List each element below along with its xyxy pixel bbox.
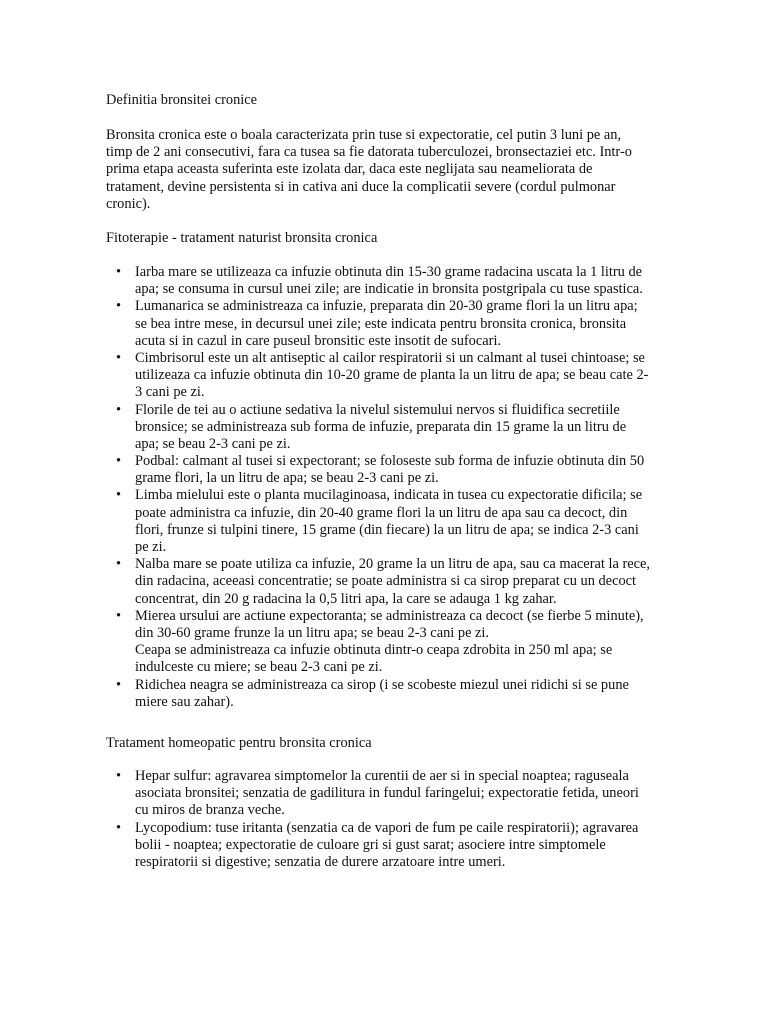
list-item — [0, 676, 629, 711]
bullet-marker: • — [116, 453, 122, 470]
list-item — [0, 264, 643, 298]
document-title: Definitia bronsitei cronice — [106, 92, 258, 108]
list-item-line: asociata bronsitei; senzatia de gadilitura in fundul faringelui; expectoratie fetida, uneori — [135, 785, 639, 802]
list-item-text — [135, 820, 639, 872]
list-item-line: poate administra ca infuzie, din 20-40 grame flori la un litru de apa sau ca decoct, din — [135, 504, 628, 521]
list-item-line: respiratorii si digestive; senzatia de durere arzatoare intre umeri. — [135, 853, 506, 870]
intro-line: Bronsita cronica este o boala caracterizata prin tuse si expectoratie, cel putin 3 luni pe an, — [106, 127, 622, 143]
list-item — [0, 487, 643, 556]
phytotherapy-list — [0, 264, 650, 711]
list-item-line: indulceste cu miere; se beau 2-3 cani pe zi. — [135, 659, 383, 676]
list-item-line: Ceapa se administreaza ca infuzie obtinuta dintr-o ceapa zdrobita in 250 ml apa; se — [135, 642, 613, 659]
intro-line: timp de 2 ani consecutivi, fara ca tusea sa fie datorata tuberculozei, bronsectaziei etc. Intr-o — [106, 144, 632, 161]
list-item-line: pe zi. — [135, 539, 167, 555]
bullet-marker: • — [116, 349, 122, 366]
list-item-text — [135, 298, 650, 350]
list-item — [0, 607, 644, 677]
list-item-text — [135, 453, 650, 487]
list-item-line: Florile de tei au o actiune sedativa la nivelul sistemului nervos si fluidifica secretiile — [135, 401, 620, 418]
list-item — [0, 768, 639, 820]
list-item — [0, 819, 639, 872]
list-item-line: flori, frunze si tulpini tinere, 15 grame (din fiecare) la un litru de apa; se indica 2-3 cani — [135, 521, 639, 538]
list-item-text — [135, 556, 650, 608]
list-item — [0, 401, 627, 454]
list-item-line: apa; se beau 2-3 cani pe zi. — [135, 435, 291, 452]
list-item-text — [135, 768, 639, 820]
list-item-line: Nalba mare se poate utiliza ca infuzie, 20 grame la un litru de apa, sau ca macerat la rece, — [135, 556, 650, 573]
bullet-marker: • — [116, 298, 122, 315]
list-item-text — [135, 350, 650, 402]
list-item-line: Mierea ursului are actiune expectoranta; se administreaza ca decoct (se fierbe 5 minute), — [135, 607, 644, 624]
list-item — [0, 556, 650, 608]
list-item-text — [135, 608, 650, 677]
list-item-text — [135, 487, 650, 556]
list-item-text — [135, 402, 650, 454]
list-item-line: grame flori, la un litru de apa; se beau 2-3 cani pe zi. — [135, 470, 439, 487]
bullet-marker: • — [116, 676, 122, 693]
homeopathic-list — [0, 768, 639, 871]
list-item-line: Lycopodium: tuse iritanta (senzatia ca de vapori de fum pe caile respiratorii); agravarea — [135, 819, 639, 836]
list-item-line: acuta si in cazul in care puseul bronsitic este insotit de sufocari. — [135, 332, 502, 349]
list-item — [0, 349, 649, 402]
list-item-line: miere sau zahar). — [135, 693, 234, 710]
list-item — [0, 453, 645, 487]
bullet-marker: • — [116, 768, 122, 784]
list-item-line: Ridichea neagra se administreaza ca sirop (i se scobeste miezul unei ridichi si se pune — [135, 676, 629, 693]
bullet-marker: • — [116, 556, 122, 573]
bullet-marker: • — [116, 607, 122, 624]
list-item-line: Hepar sulfur: agravarea simptomelor la curentii de aer si in special noaptea; raguseala — [135, 768, 629, 784]
list-item — [0, 298, 638, 350]
bullet-marker: • — [116, 819, 122, 836]
bullet-marker: • — [116, 264, 122, 280]
bullet-marker: • — [116, 487, 122, 504]
list-item-text — [135, 677, 650, 711]
list-item-line: Cimbrisorul este un alt antiseptic al cailor respiratorii si un calmant al tusei chintoase; se — [135, 349, 645, 366]
section-heading-homeopathic: Tratament homeopatic pentru bronsita cronica — [106, 735, 372, 751]
bullet-marker: • — [116, 401, 122, 418]
list-item-line: concentrat, din 20 g radacina la 0,5 litri apa, la care se adauga 1 kg zahar. — [135, 590, 557, 607]
list-item-line: bronsice; se administreaza sub forma de infuzie, preparata din 15 grame la un litru de — [135, 418, 627, 435]
list-item-line: se bea intre mese, in decursul unei zile; este indicata pentru bronsita cronica, bronsita — [135, 315, 627, 332]
list-item-text — [135, 264, 650, 298]
list-item-line: cu miros de branza veche. — [135, 802, 285, 819]
list-item-line: Lumanarica se administreaza ca infuzie, preparata din 20-30 grame flori la un litru apa; — [135, 298, 638, 315]
list-item-line: 3 cani pe zi. — [135, 384, 205, 401]
list-item-line: Limba mielului este o planta mucilaginoasa, indicata in tusea cu expectoratie dificila; se — [135, 487, 643, 504]
list-item-line: din 30-60 grame frunze la un litru apa; se beau 2-3 cani pe zi. — [135, 624, 490, 641]
list-item-line: din radacina, aceeasi concentratie; se poate administra si ca sirop preparat cu un decoct — [135, 573, 637, 590]
list-item-line: Podbal: calmant al tusei si expectorant; se foloseste sub forma de infuzie obtinuta din 50 — [135, 453, 645, 470]
intro-paragraph — [106, 127, 632, 213]
section-heading-phytotherapy: Fitoterapie - tratament naturist bronsita cronica — [106, 230, 378, 246]
list-item-line: bolii - noaptea; expectoratie de culoare gri si gust sarat; asociere intre simptomele — [135, 836, 606, 853]
list-item-line: utilizeaza ca infuzie obtinuta din 10-20 grame de planta la un litru de apa; se beau cate 2- — [135, 367, 649, 384]
list-item-line: Iarba mare se utilizeaza ca infuzie obtinuta din 15-30 grame radacina uscata la 1 litru de — [135, 264, 643, 280]
intro-line: prima etapa aceasta suferinta este izolata dar, daca este neglijata sau neameliorata de — [106, 161, 593, 178]
list-item-line: apa; se consuma in cursul unei zile; are indicatie in bronsita postgripala cu tuse spastica. — [135, 281, 643, 298]
intro-line: cronic). — [106, 195, 151, 212]
intro-line: tratament, devine persistenta si in cativa ani duce la complicatii severe (cordul pulmonar — [106, 178, 616, 195]
